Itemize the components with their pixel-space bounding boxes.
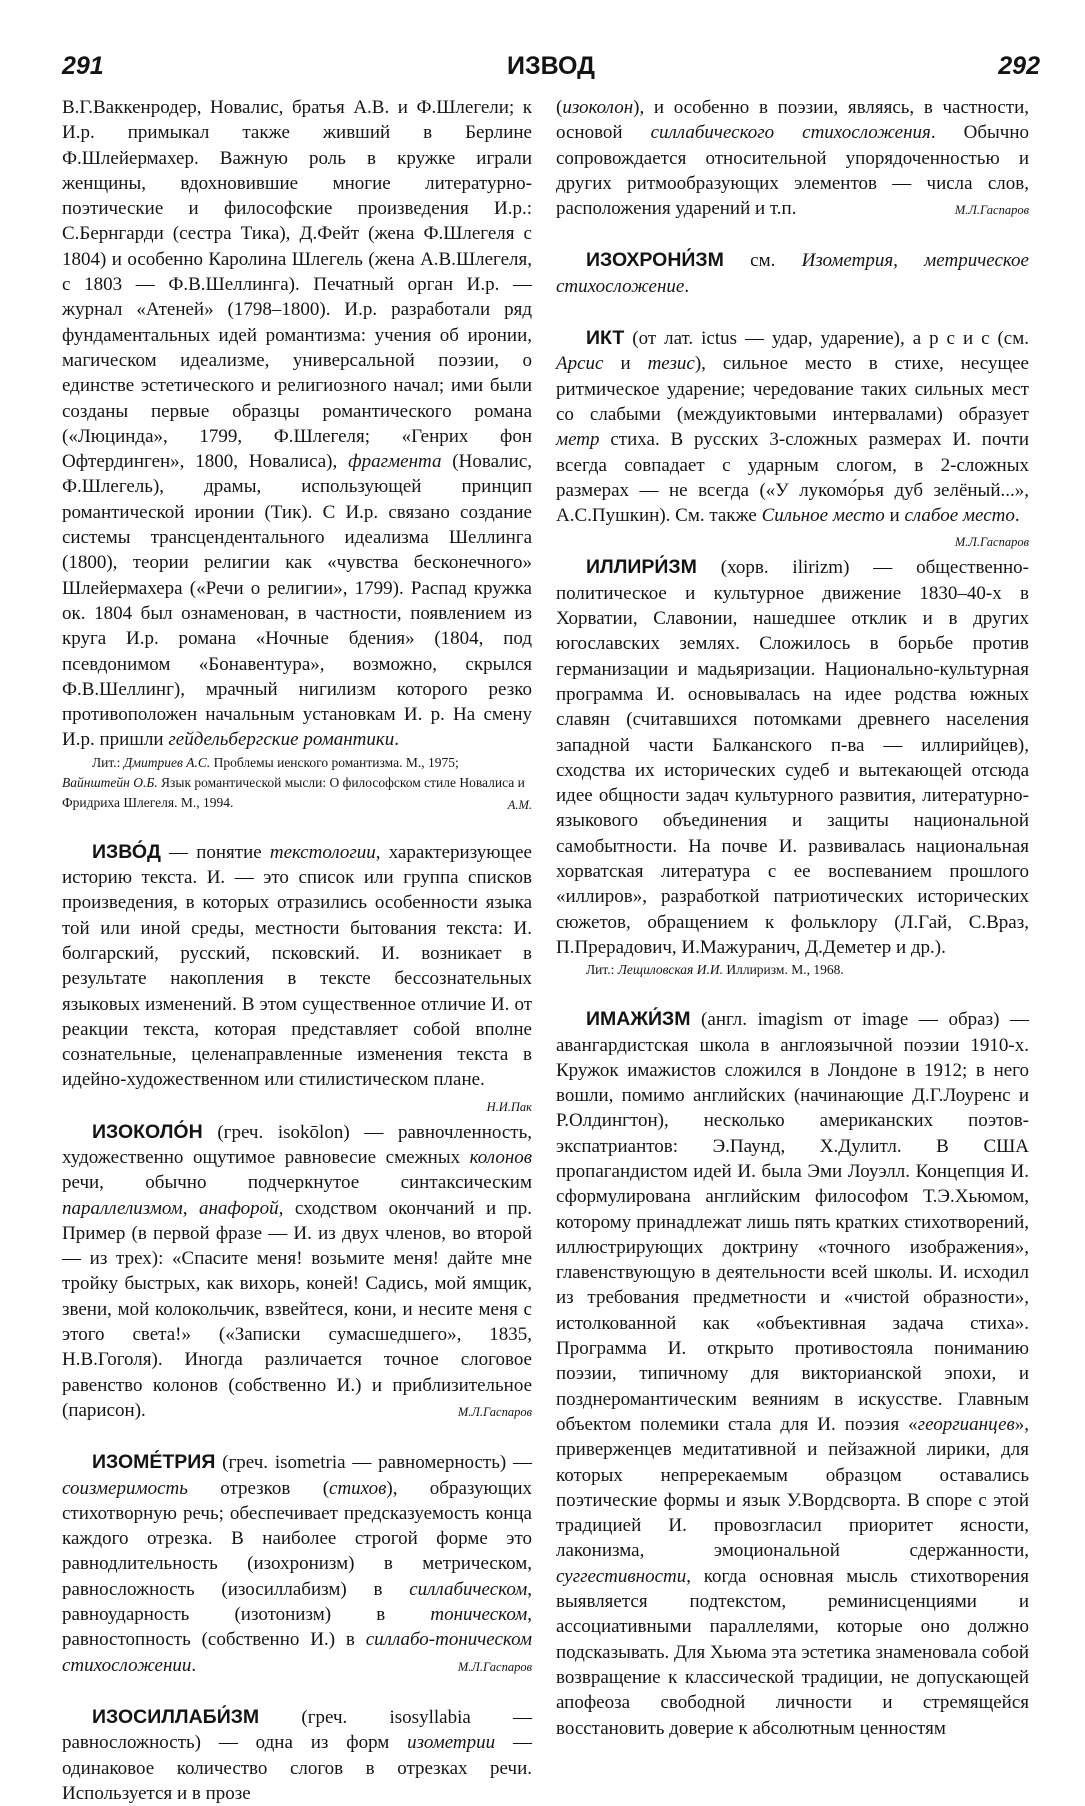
body-text-run: (греч. isometria — равномерность) — [215, 1452, 532, 1474]
cross-reference: силлабическом [409, 1578, 528, 1600]
headword: ИЗОХРОНИ́ЗМ [586, 249, 724, 272]
body-text-run: », приверженцев медитативной и пейзажной лирики, для которых непререкаемым образцом оставались поэтические формы и язык У.Вордсворта. В споре с этой традицией И. провозгласил приоритет ясности, лаконизма, эмоциональной сдержанности, [556, 1413, 1029, 1562]
literature-note [556, 960, 1029, 980]
cross-reference: Арсис [556, 353, 604, 375]
page-number-left: 291 [62, 52, 104, 80]
lit-author: Лещиловская И.И. [617, 962, 723, 978]
entry-author: М.Л.Гаспаров [954, 535, 1029, 550]
entry-body [62, 1452, 532, 1675]
entry-continuation-text [556, 95, 1029, 221]
right-column [556, 95, 1029, 1741]
entry-imazhizm [556, 1007, 1029, 1741]
body-text-run: (Новалис, Ф.Шлегель), драмы, использующей принцип романтической иронии (Тик). С И.р. связано создание системы трансцендентального идеализма Шеллинга (1800), теории религии как «чувства бесконечного» Шлейермахера («Речи о религии», 1799). Распад кружка ок. 1804 был ознаменован, в частности, появлением из круга И.р. романа «Ночные бдения» (1804, под псевдонимом «Бонавентура», возможно, скрылся Ф.В.Шеллинг), мрачный нигилизм которого резко противоположен начальным установкам И. р. На смену И.р. пришли [62, 451, 533, 751]
lit-title: Иллиризм. М., 1968. [722, 962, 844, 978]
entry-izvod [62, 840, 532, 1114]
cross-reference: тоническом [430, 1604, 528, 1626]
cross-reference: фрагмента [348, 451, 442, 473]
lit-author: Дмитриев А.С. [123, 754, 211, 770]
lit-label: Лит.: [92, 754, 121, 770]
cross-reference: изоколон [562, 97, 634, 118]
body-text-run: ), сильное место в стихе, несущее ритмическое ударение; чередование таких сильных мест со слабыми (междуиктовыми интервалами) образует [556, 353, 1029, 425]
headword: ИЗВО́Д [92, 840, 161, 863]
body-text-run: — одинаковое количество слогов в отрезках речи. Используется и в прозе [62, 1732, 532, 1804]
body-text-run: . [394, 729, 400, 751]
body-text-run: (греч. isokōlon) — равночленность, художественно ощутимое равновесие смежных [62, 1121, 532, 1168]
entry-body [556, 328, 1029, 526]
headword: ИЗОКОЛО́Н [92, 1120, 203, 1143]
cross-reference: георгианцев [917, 1413, 1015, 1435]
body-text-run: , характеризующее историю текста. И. — это список или группа списков произведения, в которых отразились особенности языка той или иной среды, местности бытования текста: И. болгарский, русский, псковский. И. возникает в результате накопления в тексте бессознательных языковых изменений. В этом существенное отличие И. от реакции текста, которая представляет собой вполне сознательные, целенаправленные изменения текста в идейно-художественном или стилистическом плане. [62, 841, 532, 1091]
body-text-run: . [1014, 505, 1020, 527]
lit-title: Язык романтической мысли: О философском стиле Новалиса и Фридриха Шлегеля. М., 1994. [62, 774, 525, 810]
body-text-run: , когда основная мысль стихотворения выявляется подтекстом, реминисценциями и ассоциативными параллелями, которые оно должно подсказывать. Для Хьюма эта эстетика знаменовала собой возвращение к классической традиции, не допускающей апофеоза свободной личности и стремящейся восстановить доверие к абсолютным ценностям [556, 1565, 1029, 1739]
headword: ИЗОСИЛЛАБИ́ЗМ [92, 1705, 260, 1728]
body-text-run: . Обычно сопровождается относительной упорядоченностью и других ритмообразующих элементов — числа слов, расположения ударений и т.п. [556, 122, 1029, 220]
body-text-run: и [603, 353, 648, 375]
body-text-run: — понятие [160, 841, 270, 863]
body-text-run: (хорв. ilirizm) — общественно-политическое и культурное движение 1830–40-х в Хорватии, Славонии, нашедшее отклик и в других югославских землях. Сложилось в борьбе против германизации и мадьяризации. Национально-культурная программа И. основывалась на идее родства южных славян (считавшихся потомками древнего населения западной части Балканского п-ва — иллирийцев), сходства их исторических судеб и вытекающей отсюда идее общности задач культурного развития, литературно-языкового объединения и защиты национальной самобытности. На почве И. развивалась национальная хорватская литература с ее воспеванием прошлого «иллиров», разработкой патриотических исторических сюжетов, обращением к фольклору (Л.Гай, С.Враз, П.Прерадович, И.Мажуранич, Д.Деметер и др.). [556, 557, 1029, 958]
cross-reference: текстологии [269, 841, 376, 863]
body-text-run: . [684, 275, 690, 297]
cross-reference: Сильное место [761, 505, 885, 527]
entry-izometria [62, 1450, 532, 1678]
body-text-run: стиха. В русских 3-сложных размерах И. почти всегда совпадает с ударным слогом, в 2-сложных размерах — не всегда («У лукомо́рья дуб зелёный...», А.С.Пушкин). См. также [556, 429, 1029, 527]
headword: ИЗОМЕ́ТРИЯ [92, 1451, 216, 1474]
lit-title: Проблемы иенского романтизма. М., 1975; [210, 754, 459, 770]
body-text-run: (англ. imagism от image — образ) — авангардистская школа в англоязычной поэзии 1910-х. Кружок имажистов сложился в Лондоне в 1912; в него вошли, помимо английских (начинающие Д.Г.Лоуренс и Р.Олдингтон), несколько американских поэтов-экспатриантов: Э.Паунд, Х.Дулитл. В США пропагандистом идей И. была Эми Лоуэлл. Концепция И. сформулирована английским философом Т.Э.Хьюмом, которому принадлежат лишь пять кратких стихотворений, иллюстрирующих доктрину «точного изображения», главенствующую в деятельности всей школы. И. исходил из требования предметности и «чистой образности», истолкованной как «объективная задача стиха». Программа И. открыто противостояла пониманию поэзии, типичному для викторианской эпохи, и позднеромантическим веяниям в искусстве. Главным объектом полемики стала для И. поэзия « [556, 1009, 1029, 1435]
body-text-run: , равноударность (изотонизм) в [62, 1578, 532, 1626]
body-text-run: и [884, 505, 905, 527]
body-text-run: (от лат. ictus — удар, ударение), а р с и с (см. [624, 328, 1029, 350]
body-text-run: В.Г.Ваккенродер, Новалис, братья А.В. и Ф.Шлегели; к И.р. примыкал также живший в Берлине Ф.Шлейермахер. Важную роль в кружке играли женщины, вдохновившие многие литературно-поэтические и философские произведения И.р.: С.Бернгарди (сестра Тика), Д.Фейт (жена Ф.Шлегеля с 1804) и особенно Каролина Шлегель (жена А.В.Шлегеля, с 1803 — Ф.В.Шеллинга). Печатный орган И.р. — журнал «Атеней» (1798–1800). И.р. разработали ряд фундаментальных идей романтизма: учения об иронии, магическом идеализме, универсальной поэзии, о единстве эстетического и религиозного начал; ими были созданы первые образцы романтического романа («Люцинда», 1799, Ф.Шлегеля; «Генрих фон Офтердинген», 1800, Новалиса), [62, 97, 532, 473]
entry-author: М.Л.Гаспаров [457, 1659, 532, 1674]
entry-body [62, 1122, 532, 1421]
body-text-run: речи, обычно подчеркнутое синтаксическим [62, 1172, 532, 1194]
entry-izohronizm [556, 248, 1029, 299]
body-text-run: ), и особенно в поэзии, являясь, в частности, основой [556, 97, 1029, 144]
headword: ИЛЛИРИ́ЗМ [586, 556, 697, 579]
body-text-run: см. [723, 250, 802, 272]
cross-reference: слабое место [904, 505, 1015, 527]
entry-izosillabizm [62, 1705, 532, 1806]
left-column [62, 95, 532, 1806]
cross-reference: соизмеримость [62, 1477, 188, 1499]
entry-author: М.Л.Гаспаров [457, 1404, 532, 1419]
cross-reference: силлабического стихосложения [650, 122, 931, 144]
cross-reference: тезис [647, 353, 695, 375]
entry-author: М.Л.Гаспаров [954, 203, 1029, 218]
cross-reference: силлабо-тоническом стихосложении [62, 1629, 532, 1676]
lit-author: Вайнштейн О.Б. [62, 774, 158, 790]
cross-reference: метр [556, 429, 600, 451]
cross-reference: параллелизмом, анафорой, [62, 1197, 284, 1219]
headword: ИКТ [586, 327, 625, 350]
headword: ИМАЖИ́ЗМ [586, 1008, 691, 1031]
body-text-run: сходством окончаний и пр. Пример (в первой фразе — И. из двух членов, во второй — из трех): «Спасите меня! возьмите меня! дайте мне тройку быстрых, как вихорь, коней! Садись, мой ямщик, звени, мой колокольчик, взвейтеся, кони, и несите меня с этого света!» («Записки сумасшедшего», 1835, Н.В.Гоголя). Иногда различается точное слоговое равенство колонов (собственно И.) и приблизительное (парисон). [62, 1197, 532, 1421]
running-head [62, 52, 1040, 88]
lit-label: Лит.: [586, 962, 615, 978]
entry-continuation-text [62, 95, 532, 753]
entry-author: А.М. [507, 797, 532, 812]
body-text-run: отрезков ( [187, 1477, 330, 1499]
body-text-run: ), образующих стихотворную речь; обеспечивает предсказуемость конца каждого отрезка. В наиболее строгой форме это равнодлительность (изохронизм) в метрическом, равносложность (изосиллабизм) в [62, 1477, 532, 1600]
body-text-run: ( [556, 97, 563, 118]
page-number-right: 292 [998, 52, 1040, 80]
entry-body [62, 842, 532, 1091]
entry-body [556, 1009, 1029, 1738]
cross-reference: Изометрия, метрическое стихосложение [556, 250, 1029, 297]
entry-izokolon [62, 1120, 532, 1424]
entry-illirizm [556, 555, 1029, 960]
cross-reference: гейдельбергские романтики [168, 729, 395, 751]
body-text-run: . [191, 1654, 197, 1676]
cross-reference: изометрии [407, 1732, 496, 1754]
cross-reference: стихов [329, 1477, 387, 1499]
entry-author: Н.И.Пак [486, 1099, 532, 1114]
entry-ikt [556, 326, 1029, 550]
body-text-run: (греч. isosyllabia — равносложность) — одна из форм [62, 1706, 532, 1754]
cross-reference: суггестивности [556, 1565, 687, 1587]
body-text-run: , равностопность (собственно И.) в [62, 1604, 532, 1651]
literature-note [62, 753, 532, 813]
cross-reference: колонов [469, 1146, 532, 1168]
entry-body [556, 557, 1029, 957]
running-head-title: ИЗВОД [507, 52, 595, 80]
